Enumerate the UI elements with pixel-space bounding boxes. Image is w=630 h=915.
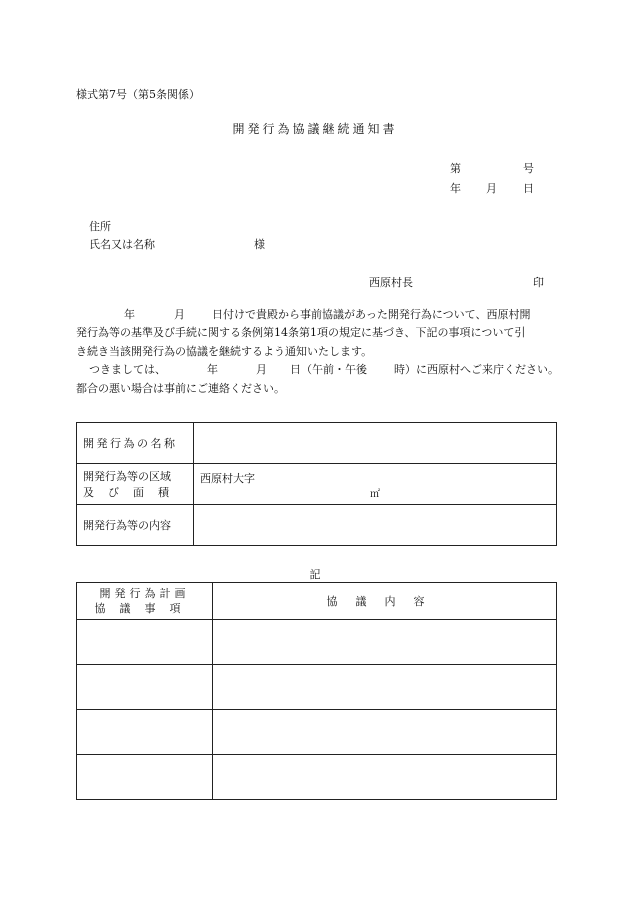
development-name-label: 開発行為の名称 [77,423,194,464]
consult-item-cell[interactable] [77,665,213,710]
notice-body [76,306,560,398]
development-info-table [76,422,557,546]
consultation-table [76,582,557,800]
consult-header-left [77,583,213,620]
body-line1-text: 日付けで貴殿から事前協議があった開発行為について、西原村開 [212,308,531,321]
date-day: 日 [523,182,534,195]
consult-content-cell[interactable] [213,620,557,665]
development-content-label: 開発行為等の内容 [77,505,194,546]
consult-header-left-line2: 協議事項 [94,602,195,615]
consult-header-right: 協議内容 [213,583,557,620]
development-area-label [77,464,194,505]
recipient-honorific: 様 [254,238,265,251]
visit-day: 日（午前・午後 [290,363,367,377]
ki-heading: 記 [309,568,321,581]
doc-number-suffix: 号 [523,162,534,175]
recipient-address-label: 住所 [89,220,111,233]
visit-lead: つきましては、 [89,363,166,377]
form-number: 様式第7号（第5条関係） [76,88,200,101]
development-content-value[interactable] [194,505,557,546]
visit-year: 年 [207,363,218,377]
consult-item-cell[interactable] [77,620,213,665]
body-month: 月 [174,308,185,321]
document-title: 開発行為協議継続通知書 [232,122,398,136]
doc-number-prefix: 第 [450,162,461,175]
area-label-line1: 開発行為等の区域 [83,470,171,483]
consult-content-cell[interactable] [213,710,557,755]
body-year: 年 [124,308,135,321]
development-name-value[interactable] [194,423,557,464]
body-line3: き続き当該開発行為の協議を継続するよう通知いたします。 [76,344,373,358]
area-prefix: 西原村大字 [200,472,255,485]
consult-header-left-line1: 開発行為計画 [99,587,190,600]
development-area-value[interactable] [194,464,557,505]
consult-content-cell[interactable] [213,665,557,710]
body-line2: 発行為等の基準及び手続に関する条例第14条第1項の規定に基づき、下記の事項について引 [76,326,526,340]
seal-mark: 印 [533,276,544,289]
date-year: 年 [450,182,461,195]
date-month: 月 [486,182,497,195]
sender-title: 西原村長 [369,276,413,289]
consult-item-cell[interactable] [77,710,213,755]
visit-time: 時）に西原村へご来庁ください。 [394,363,559,377]
body-line5: 都合の悪い場合は事前にご連絡ください。 [76,381,285,395]
consult-item-cell[interactable] [77,755,213,800]
consult-content-cell[interactable] [213,755,557,800]
recipient-name-label: 氏名又は名称 [89,238,155,251]
area-label-line2: 及び面積 [83,486,183,499]
visit-month: 月 [256,363,267,377]
area-unit: ㎡ [370,489,380,500]
